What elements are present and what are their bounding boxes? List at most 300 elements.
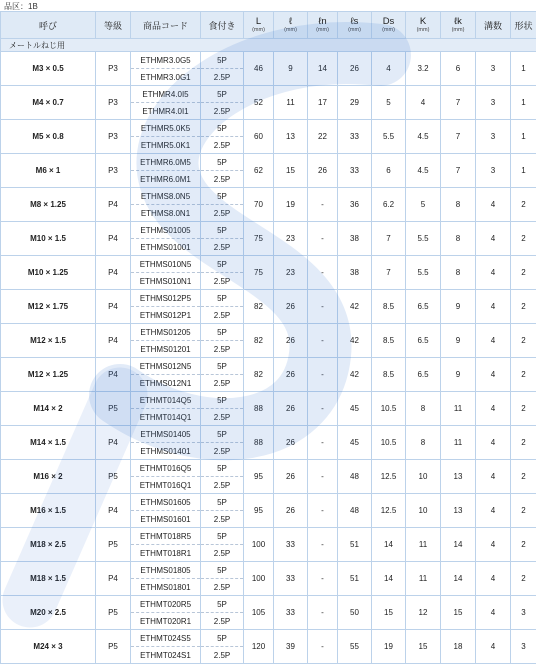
chamfer-length: 2.5P [201, 545, 244, 562]
chamfer-length: 5P [201, 154, 244, 171]
thread-size: M5 × 0.8 [1, 120, 96, 154]
product-code: ETHMR5.0K5 [131, 120, 201, 137]
cell-k: 4.5 [406, 154, 441, 188]
tolerance-grade: P4 [96, 324, 131, 358]
table-row [1, 290, 536, 307]
cell-flutes: 4 [476, 392, 511, 426]
cell-k: 15 [406, 630, 441, 664]
cell-k: 11 [406, 528, 441, 562]
thread-size: M14 × 1.5 [1, 426, 96, 460]
cell-lk: 7 [441, 86, 476, 120]
product-code: ETHMS8.0N1 [131, 205, 201, 222]
thread-size: M20 × 2.5 [1, 596, 96, 630]
tolerance-grade: P4 [96, 256, 131, 290]
cell-flutes: 3 [476, 52, 511, 86]
cell-ls: 42 [338, 358, 372, 392]
product-code: ETHMR3.0G1 [131, 69, 201, 86]
chamfer-length: 5P [201, 494, 244, 511]
tolerance-grade: P3 [96, 154, 131, 188]
header-Ds [372, 12, 406, 39]
chamfer-length: 5P [201, 52, 244, 69]
cell-flutes: 4 [476, 324, 511, 358]
cell-ds: 8.5 [372, 358, 406, 392]
cell-ds: 14 [372, 528, 406, 562]
product-code: ETHMS012P1 [131, 307, 201, 324]
product-code: ETHMT020R5 [131, 596, 201, 613]
tolerance-grade: P4 [96, 562, 131, 596]
cell-lk: 7 [441, 154, 476, 188]
cell-L: 46 [244, 52, 274, 86]
chamfer-length: 5P [201, 426, 244, 443]
tolerance-grade: P5 [96, 596, 131, 630]
cell-shape: 1 [511, 120, 536, 154]
cell-flutes: 3 [476, 86, 511, 120]
cell-ls: 42 [338, 290, 372, 324]
header-code: 商品コード [131, 12, 201, 39]
thread-size: M12 × 1.5 [1, 324, 96, 358]
thread-size: M14 × 2 [1, 392, 96, 426]
cell-k: 3.2 [406, 52, 441, 86]
product-code: ETHMT016Q1 [131, 477, 201, 494]
header-ls-symbol: ℓs [338, 17, 371, 27]
header-K-symbol: K [406, 17, 440, 27]
table-row [1, 460, 536, 477]
cell-ls: 42 [338, 324, 372, 358]
table-row [1, 52, 536, 69]
cell-lk: 11 [441, 426, 476, 460]
cell-ls: 45 [338, 392, 372, 426]
thread-size: M16 × 1.5 [1, 494, 96, 528]
header-L-unit: (mm) [244, 27, 273, 33]
chamfer-length: 2.5P [201, 307, 244, 324]
product-code: ETHMS01005 [131, 222, 201, 239]
cell-lk: 15 [441, 596, 476, 630]
thread-size: M8 × 1.25 [1, 188, 96, 222]
cell-l: 33 [274, 528, 308, 562]
cell-shape: 1 [511, 52, 536, 86]
chamfer-length: 2.5P [201, 511, 244, 528]
cell-lk: 9 [441, 290, 476, 324]
cell-shape: 2 [511, 426, 536, 460]
chamfer-length: 2.5P [201, 273, 244, 290]
cell-ln: - [308, 596, 338, 630]
cell-ls: 33 [338, 154, 372, 188]
cell-l: 33 [274, 562, 308, 596]
cell-k: 8 [406, 426, 441, 460]
product-code: ETHMS01601 [131, 511, 201, 528]
chamfer-length: 5P [201, 562, 244, 579]
chamfer-length: 2.5P [201, 647, 244, 664]
cell-ls: 51 [338, 562, 372, 596]
cell-ds: 10.5 [372, 392, 406, 426]
table-row [1, 358, 536, 375]
cell-k: 10 [406, 494, 441, 528]
product-code: ETHMS01805 [131, 562, 201, 579]
cell-l: 9 [274, 52, 308, 86]
cell-ds: 8.5 [372, 324, 406, 358]
table-row [1, 256, 536, 273]
cell-ln: - [308, 324, 338, 358]
thread-size: M10 × 1.25 [1, 256, 96, 290]
cell-L: 52 [244, 86, 274, 120]
cell-ls: 38 [338, 222, 372, 256]
chamfer-length: 2.5P [201, 239, 244, 256]
product-code: ETHMR3.0G5 [131, 52, 201, 69]
product-code: ETHMR6.0M1 [131, 171, 201, 188]
product-code: ETHMS01605 [131, 494, 201, 511]
cell-L: 105 [244, 596, 274, 630]
cell-shape: 2 [511, 460, 536, 494]
cell-L: 120 [244, 630, 274, 664]
cell-L: 82 [244, 324, 274, 358]
header-L [244, 12, 274, 39]
table-row [1, 188, 536, 205]
cell-lk: 8 [441, 188, 476, 222]
header-row [1, 12, 536, 39]
cell-k: 5 [406, 188, 441, 222]
cell-ls: 50 [338, 596, 372, 630]
header-flutes: 溝数 [476, 12, 511, 39]
cell-l: 26 [274, 324, 308, 358]
cell-L: 100 [244, 528, 274, 562]
product-code: ETHMS012N1 [131, 375, 201, 392]
chamfer-length: 2.5P [201, 205, 244, 222]
header-bite: 食付き [201, 12, 244, 39]
chamfer-length: 2.5P [201, 69, 244, 86]
cell-lk: 8 [441, 222, 476, 256]
cell-ls: 48 [338, 460, 372, 494]
cell-ln: - [308, 630, 338, 664]
product-code: ETHMS01001 [131, 239, 201, 256]
tolerance-grade: P4 [96, 222, 131, 256]
cell-ls: 45 [338, 426, 372, 460]
cell-lk: 13 [441, 494, 476, 528]
category-label: 品区：1B [4, 1, 38, 12]
cell-flutes: 4 [476, 460, 511, 494]
cell-flutes: 4 [476, 596, 511, 630]
thread-size: M18 × 2.5 [1, 528, 96, 562]
chamfer-length: 2.5P [201, 409, 244, 426]
thread-size: M12 × 1.75 [1, 290, 96, 324]
chamfer-length: 5P [201, 528, 244, 545]
cell-ln: - [308, 256, 338, 290]
tolerance-grade: P5 [96, 630, 131, 664]
product-code: ETHMT018R5 [131, 528, 201, 545]
thread-size: M10 × 1.5 [1, 222, 96, 256]
header-Ds-unit: (mm) [372, 27, 405, 33]
cell-shape: 2 [511, 222, 536, 256]
chamfer-length: 5P [201, 392, 244, 409]
cell-ds: 6.2 [372, 188, 406, 222]
cell-ls: 55 [338, 630, 372, 664]
cell-L: 88 [244, 392, 274, 426]
cell-ln: 26 [308, 154, 338, 188]
product-code: ETHMT024S5 [131, 630, 201, 647]
chamfer-length: 5P [201, 86, 244, 103]
thread-size: M6 × 1 [1, 154, 96, 188]
product-code: ETHMS01205 [131, 324, 201, 341]
cell-L: 95 [244, 494, 274, 528]
cell-l: 11 [274, 86, 308, 120]
product-code: ETHMS8.0N5 [131, 188, 201, 205]
cell-lk: 14 [441, 528, 476, 562]
table-row [1, 120, 536, 137]
cell-k: 8 [406, 392, 441, 426]
tolerance-grade: P3 [96, 120, 131, 154]
product-code: ETHMS01201 [131, 341, 201, 358]
product-code: ETHMT020R1 [131, 613, 201, 630]
table-body [1, 39, 536, 664]
cell-shape: 2 [511, 290, 536, 324]
chamfer-length: 2.5P [201, 137, 244, 154]
cell-k: 6.5 [406, 324, 441, 358]
section-row [1, 39, 536, 52]
cell-lk: 14 [441, 562, 476, 596]
cell-l: 15 [274, 154, 308, 188]
cell-lk: 18 [441, 630, 476, 664]
cell-l: 19 [274, 188, 308, 222]
cell-l: 13 [274, 120, 308, 154]
cell-k: 5.5 [406, 256, 441, 290]
thread-size: M3 × 0.5 [1, 52, 96, 86]
header-ln-symbol: ℓn [308, 17, 337, 27]
table-row [1, 86, 536, 103]
cell-k: 4 [406, 86, 441, 120]
cell-ln: - [308, 358, 338, 392]
cell-L: 95 [244, 460, 274, 494]
cell-lk: 6 [441, 52, 476, 86]
cell-L: 82 [244, 290, 274, 324]
header-l [274, 12, 308, 39]
cell-ds: 14 [372, 562, 406, 596]
cell-l: 39 [274, 630, 308, 664]
cell-ln: 14 [308, 52, 338, 86]
cell-shape: 1 [511, 154, 536, 188]
cell-lk: 7 [441, 120, 476, 154]
cell-ln: - [308, 290, 338, 324]
cell-shape: 2 [511, 392, 536, 426]
cell-L: 70 [244, 188, 274, 222]
table-row [1, 630, 536, 647]
chamfer-length: 5P [201, 596, 244, 613]
product-code: ETHMT014Q5 [131, 392, 201, 409]
cell-flutes: 4 [476, 528, 511, 562]
spec-table [0, 11, 536, 664]
cell-ln: - [308, 392, 338, 426]
product-code: ETHMT016Q5 [131, 460, 201, 477]
chamfer-length: 2.5P [201, 171, 244, 188]
header-l-symbol: ℓ [274, 17, 307, 27]
table-row [1, 528, 536, 545]
chamfer-length: 5P [201, 290, 244, 307]
cell-flutes: 4 [476, 256, 511, 290]
cell-ln: 17 [308, 86, 338, 120]
cell-ls: 48 [338, 494, 372, 528]
cell-flutes: 4 [476, 290, 511, 324]
tolerance-grade: P4 [96, 494, 131, 528]
table-row [1, 426, 536, 443]
cell-flutes: 4 [476, 358, 511, 392]
cell-lk: 9 [441, 324, 476, 358]
cell-ds: 5.5 [372, 120, 406, 154]
product-code: ETHMS012N5 [131, 358, 201, 375]
thread-size: M24 × 3 [1, 630, 96, 664]
chamfer-length: 2.5P [201, 613, 244, 630]
header-lk-unit: (mm) [441, 27, 475, 33]
cell-L: 60 [244, 120, 274, 154]
tolerance-grade: P4 [96, 188, 131, 222]
thread-size: M12 × 1.25 [1, 358, 96, 392]
cell-ls: 26 [338, 52, 372, 86]
header-call: 呼び [1, 12, 96, 39]
chamfer-length: 5P [201, 630, 244, 647]
cell-l: 26 [274, 460, 308, 494]
cell-ds: 6 [372, 154, 406, 188]
cell-k: 12 [406, 596, 441, 630]
tolerance-grade: P5 [96, 392, 131, 426]
tolerance-grade: P3 [96, 86, 131, 120]
product-code: ETHMT024S1 [131, 647, 201, 664]
cell-flutes: 3 [476, 154, 511, 188]
cell-flutes: 4 [476, 426, 511, 460]
product-code: ETHMR4.0I1 [131, 103, 201, 120]
cell-ln: - [308, 222, 338, 256]
chamfer-length: 5P [201, 324, 244, 341]
cell-ls: 38 [338, 256, 372, 290]
cell-ds: 12.5 [372, 460, 406, 494]
header-shape: 形状 [511, 12, 536, 39]
cell-ln: - [308, 528, 338, 562]
header-L-symbol: L [244, 17, 273, 27]
table-row [1, 154, 536, 171]
cell-shape: 2 [511, 562, 536, 596]
cell-shape: 3 [511, 630, 536, 664]
tolerance-grade: P4 [96, 290, 131, 324]
cell-shape: 2 [511, 494, 536, 528]
section-label: メートルねじ用 [1, 39, 536, 52]
header-ls [338, 12, 372, 39]
product-code: ETHMT018R1 [131, 545, 201, 562]
product-code: ETHMR5.0K1 [131, 137, 201, 154]
product-code: ETHMS01401 [131, 443, 201, 460]
cell-shape: 2 [511, 358, 536, 392]
cell-flutes: 4 [476, 188, 511, 222]
cell-flutes: 4 [476, 630, 511, 664]
cell-k: 6.5 [406, 290, 441, 324]
cell-shape: 1 [511, 86, 536, 120]
cell-k: 11 [406, 562, 441, 596]
chamfer-length: 2.5P [201, 103, 244, 120]
cell-lk: 9 [441, 358, 476, 392]
product-code: ETHMR6.0M5 [131, 154, 201, 171]
cell-L: 62 [244, 154, 274, 188]
cell-ls: 29 [338, 86, 372, 120]
cell-flutes: 4 [476, 222, 511, 256]
header-K [406, 12, 441, 39]
cell-L: 75 [244, 222, 274, 256]
header-ls-unit: (mm) [338, 27, 371, 33]
header-lk [441, 12, 476, 39]
thread-size: M16 × 2 [1, 460, 96, 494]
table-row [1, 562, 536, 579]
product-code: ETHMS012P5 [131, 290, 201, 307]
tolerance-grade: P4 [96, 426, 131, 460]
cell-l: 23 [274, 222, 308, 256]
cell-ds: 15 [372, 596, 406, 630]
cell-ln: - [308, 188, 338, 222]
cell-ds: 5 [372, 86, 406, 120]
tolerance-grade: P3 [96, 52, 131, 86]
cell-ls: 36 [338, 188, 372, 222]
cell-L: 75 [244, 256, 274, 290]
cell-shape: 3 [511, 596, 536, 630]
cell-ls: 51 [338, 528, 372, 562]
cell-shape: 2 [511, 528, 536, 562]
cell-L: 82 [244, 358, 274, 392]
table-row [1, 324, 536, 341]
chamfer-length: 5P [201, 188, 244, 205]
table-row [1, 596, 536, 613]
thread-size: M4 × 0.7 [1, 86, 96, 120]
cell-shape: 2 [511, 256, 536, 290]
header-ln [308, 12, 338, 39]
chamfer-length: 2.5P [201, 341, 244, 358]
product-code: ETHMS01801 [131, 579, 201, 596]
header-K-unit: (mm) [406, 27, 440, 33]
table-row [1, 222, 536, 239]
cell-l: 26 [274, 494, 308, 528]
cell-k: 5.5 [406, 222, 441, 256]
tolerance-grade: P4 [96, 358, 131, 392]
product-code: ETHMS010N1 [131, 273, 201, 290]
product-code: ETHMR4.0I5 [131, 86, 201, 103]
cell-ln: 22 [308, 120, 338, 154]
cell-l: 23 [274, 256, 308, 290]
cell-ds: 8.5 [372, 290, 406, 324]
cell-lk: 13 [441, 460, 476, 494]
table-row [1, 494, 536, 511]
chamfer-length: 5P [201, 358, 244, 375]
chamfer-length: 2.5P [201, 375, 244, 392]
cell-l: 26 [274, 290, 308, 324]
tolerance-grade: P5 [96, 528, 131, 562]
cell-shape: 2 [511, 324, 536, 358]
cell-ls: 33 [338, 120, 372, 154]
cell-k: 4.5 [406, 120, 441, 154]
cell-ds: 12.5 [372, 494, 406, 528]
product-code: ETHMS010N5 [131, 256, 201, 273]
header-grade: 等級 [96, 12, 131, 39]
cell-k: 6.5 [406, 358, 441, 392]
chamfer-length: 2.5P [201, 579, 244, 596]
table-row [1, 392, 536, 409]
header-ln-unit: (mm) [308, 27, 337, 33]
cell-l: 26 [274, 392, 308, 426]
cell-l: 26 [274, 426, 308, 460]
cell-L: 88 [244, 426, 274, 460]
header-l-unit: (mm) [274, 27, 307, 33]
chamfer-length: 5P [201, 256, 244, 273]
cell-shape: 2 [511, 188, 536, 222]
cell-ds: 7 [372, 256, 406, 290]
cell-ln: - [308, 460, 338, 494]
cell-ds: 10.5 [372, 426, 406, 460]
cell-l: 26 [274, 358, 308, 392]
product-code: ETHMT014Q1 [131, 409, 201, 426]
cell-ds: 4 [372, 52, 406, 86]
cell-lk: 11 [441, 392, 476, 426]
cell-ln: - [308, 494, 338, 528]
